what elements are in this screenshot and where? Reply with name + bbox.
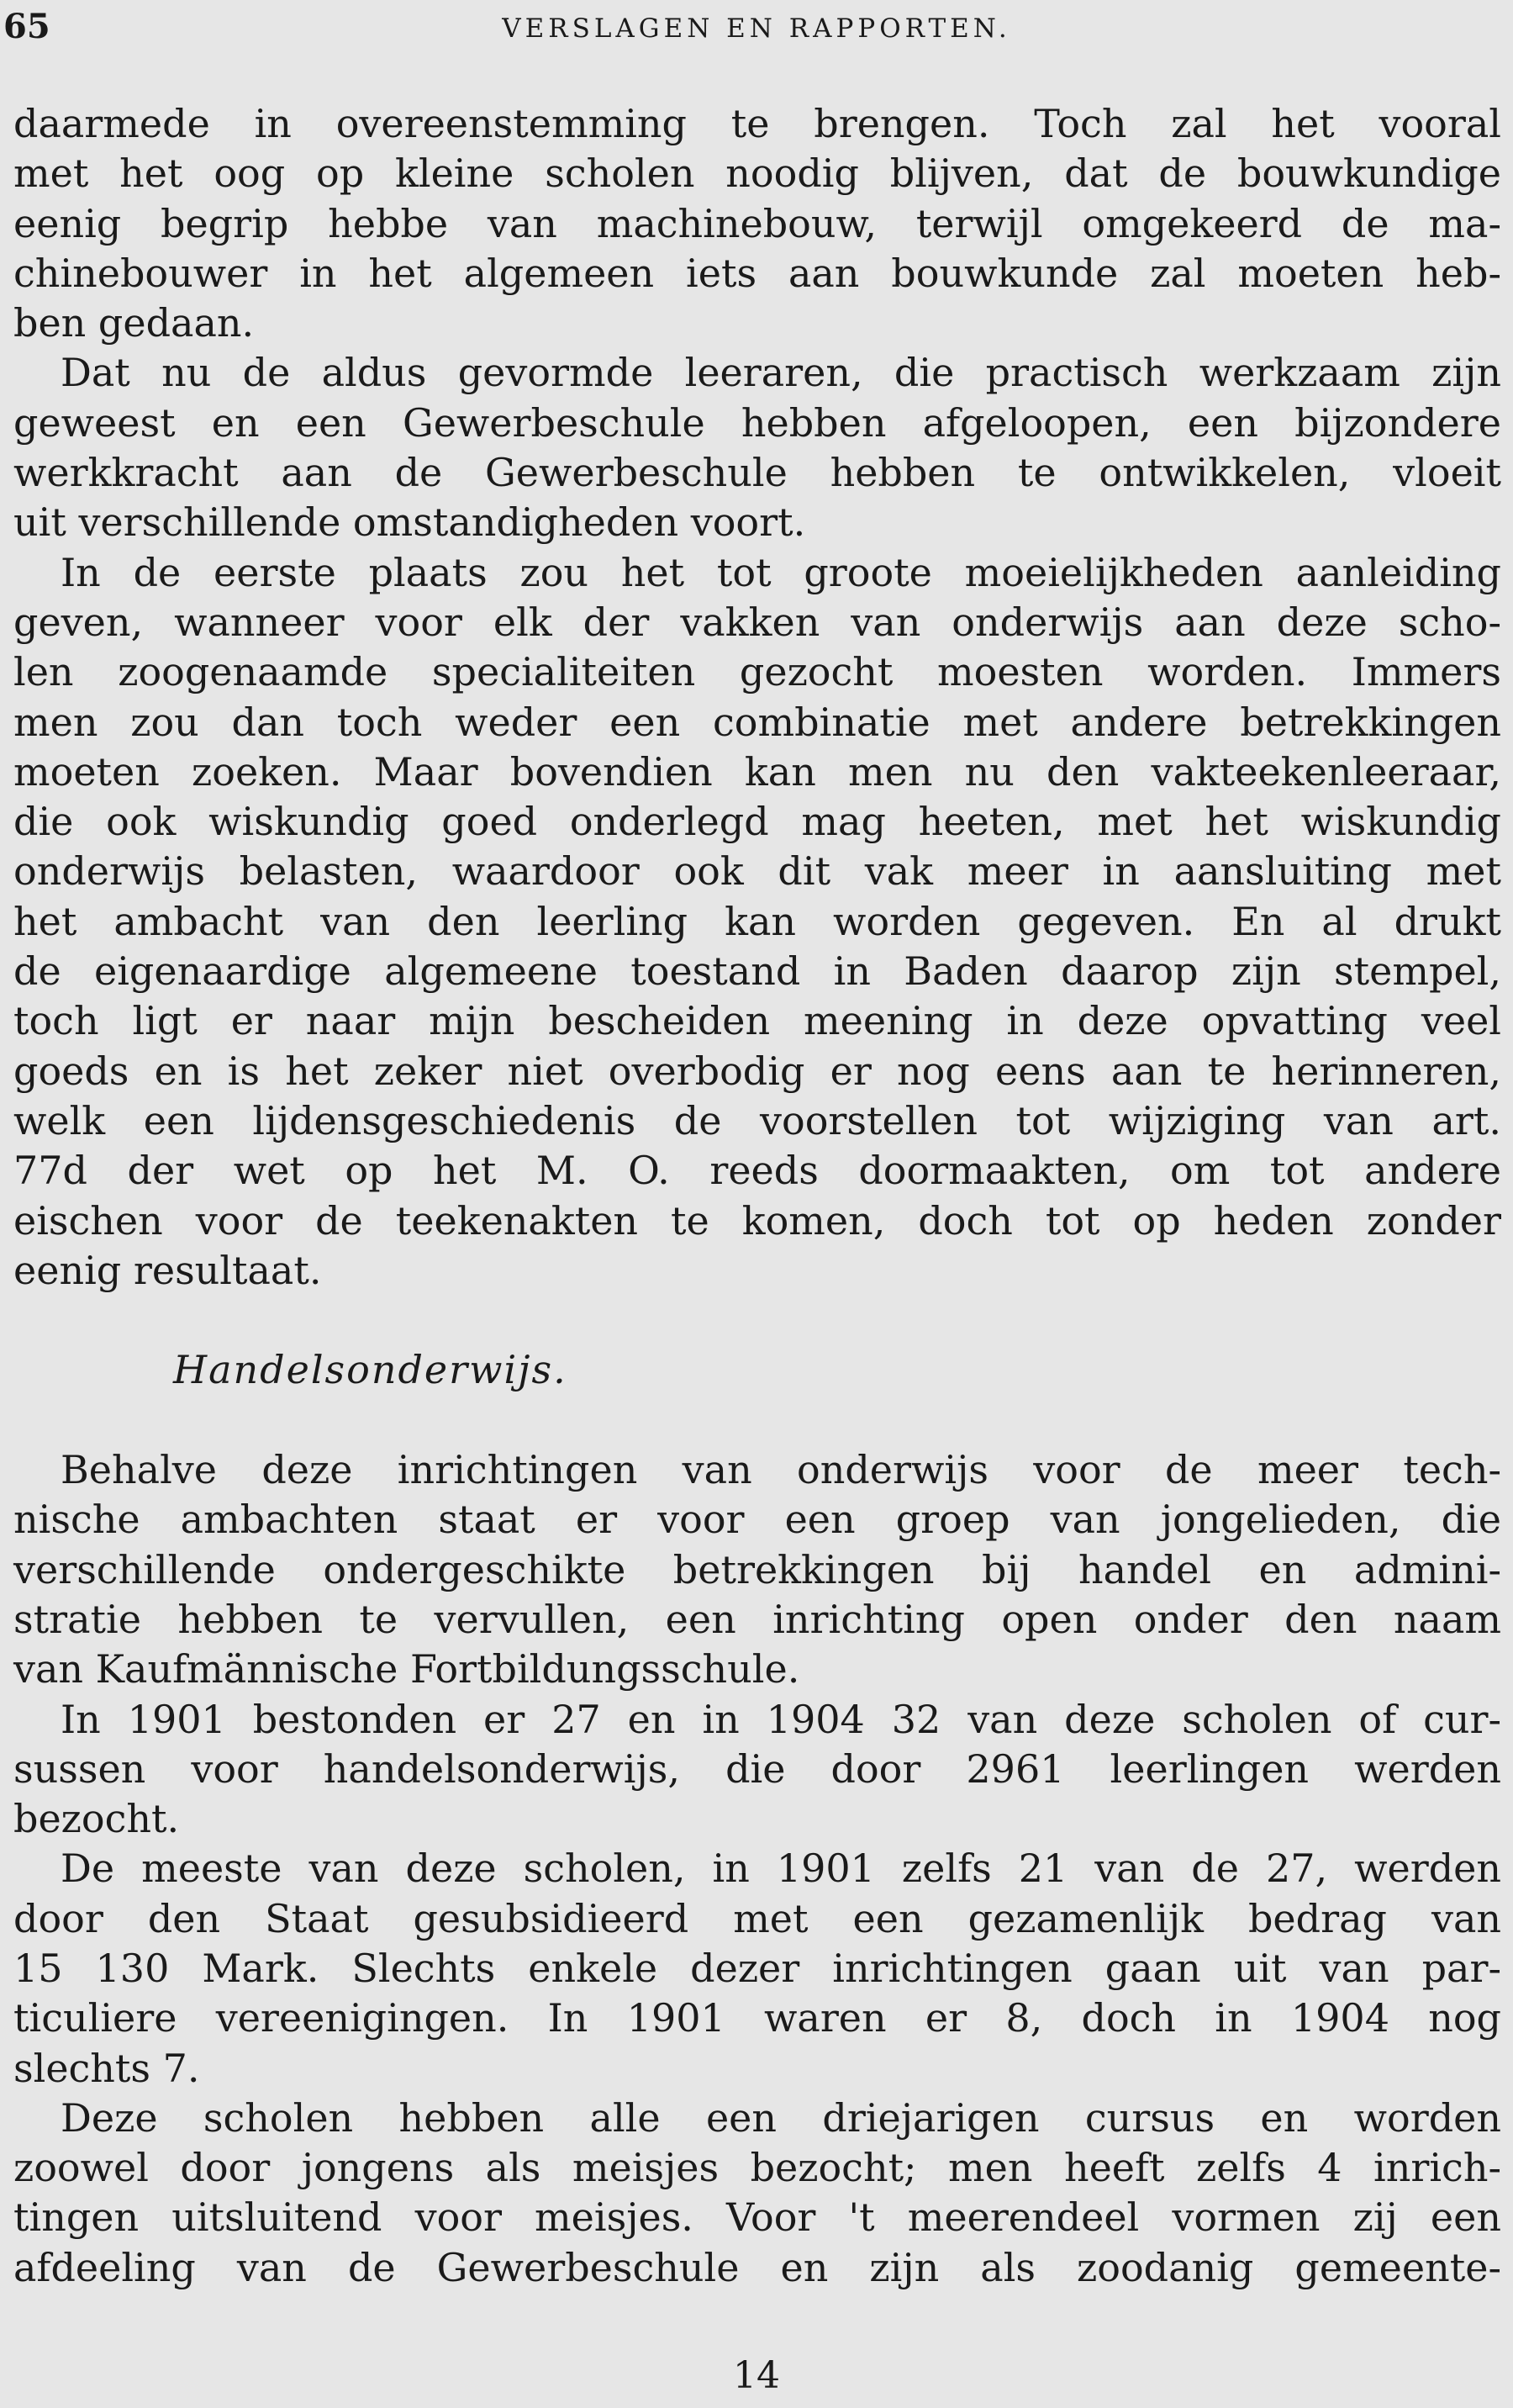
text-line: In 1901 bestonden er 27 en in 1904 32 van deze scholen of cur- [61, 1696, 1501, 1742]
text-line: sussen voor handelsonderwijs, die door 2961 leerlingen werden [13, 1745, 1501, 1792]
text-line: daarmede in overeenstemming te brengen. Toch zal het vooral [13, 101, 1501, 146]
text-line: uit verschillende omstandigheden voort. [13, 499, 806, 546]
text-line: de eigenaardige algemeene toestand in Baden daarop zijn stempel, [13, 948, 1501, 995]
page-number-bottom: 14 [733, 2354, 780, 2397]
text-line: ticuliere vereenigingen. In 1901 waren er 8, doch in 1904 nog [13, 1995, 1501, 2041]
text-line: toch ligt er naar mijn bescheiden meening in deze opvatting veel [13, 998, 1501, 1044]
page-header [0, 7, 1513, 46]
text-line: chinebouwer in het algemeen iets aan bouwkunde zal moeten heb- [13, 250, 1501, 296]
text-line: verschillende ondergeschikte betrekkingen bij handel en admini- [13, 1546, 1501, 1592]
text-line: zoowel door jongens als meisjes bezocht; men heeft zelfs 4 inrich- [13, 2145, 1501, 2191]
text-line: In de eerste plaats zou het tot groote moeielijkheden aanleiding [61, 549, 1501, 595]
running-title: VERSLAGEN EN RAPPORTEN. [502, 13, 1011, 44]
text-line: die ook wiskundig goed onderlegd mag heeten, met het wiskundig [13, 799, 1501, 845]
text-line: slechts 7. [13, 2045, 200, 2091]
blank-space [13, 1296, 1501, 1345]
text-line: Dat nu de aldus gevormde leeraren, die practisch werkzaam zijn [61, 350, 1501, 396]
text-line: goeds en is het zeker niet overbodig er nog eens aan te herinneren, [13, 1048, 1501, 1094]
section-heading: Handelsonderwijs. [173, 1347, 567, 1393]
text-line: afdeeling van de Gewerbeschule en zijn als zoodanig gemeente- [13, 2244, 1501, 2290]
text-line: geven, wanneer voor elk der vakken van onderwijs aan deze scho- [13, 599, 1501, 645]
text-line: geweest en een Gewerbeschule hebben afgeloopen, een bijzondere [13, 399, 1501, 446]
text-line: bezocht. [13, 1796, 180, 1842]
text-line: Behalve deze inrichtingen van onderwijs voor de meer tech- [61, 1447, 1501, 1493]
text-line: met het oog op kleine scholen noodig blijven, dat de bouwkundige [13, 150, 1501, 197]
text-line: men zou dan toch weder een combinatie met andere betrekkingen [13, 699, 1501, 745]
text-line: stratie hebben te vervullen, een inrichting open onder den naam [13, 1596, 1501, 1642]
text-line: welk een lijdensgeschiedenis de voorstellen tot wijziging van art. [13, 1097, 1501, 1143]
text-line: ben gedaan. [13, 300, 255, 346]
text-line: tingen uitsluitend voor meisjes. Voor 't meerendeel vormen zij een [13, 2194, 1501, 2241]
text-line: nische ambachten staat er voor een groep van jongelieden, die [13, 1497, 1501, 1543]
text-line: 15 130 Mark. Slechts enkele dezer inrichtingen gaan uit van par- [13, 1945, 1501, 1991]
text-line: eenig begrip hebbe van machinebouw, terwijl omgekeerd de ma- [13, 200, 1501, 246]
text-line: het ambacht van den leerling kan worden gegeven. En al drukt [13, 898, 1501, 944]
body-text [13, 99, 1501, 2293]
text-line: werkkracht aan de Gewerbeschule hebben te ontwikkelen, vloeit [13, 450, 1501, 496]
text-line: door den Staat gesubsidieerd met een gezamenlijk bedrag van [13, 1895, 1501, 1941]
text-line: Deze scholen hebben alle een driejarigen cursus en worden [61, 2094, 1501, 2141]
text-line: van Kaufmännische Fortbildungsschule. [13, 1646, 800, 1692]
text-line: eenig resultaat. [13, 1247, 322, 1293]
text-line: len zoogenaamde specialiteiten gezocht moesten worden. Immers [13, 649, 1501, 695]
text-line: 77d der wet op het M. O. reeds doormaakten, om tot andere [13, 1148, 1501, 1194]
page-number-top: 65 [3, 7, 50, 46]
text-line: eischen voor de teekenakten te komen, doch tot op heden zonder [13, 1197, 1501, 1244]
text-line: onderwijs belasten, waardoor ook dit vak meer in aansluiting met [13, 848, 1501, 895]
blank-space [13, 1396, 1501, 1445]
text-line: moeten zoeken. Maar bovendien kan men nu den vakteekenleeraar, [13, 748, 1501, 795]
text-line: De meeste van deze scholen, in 1901 zelfs 21 van de 27, werden [61, 1846, 1501, 1892]
